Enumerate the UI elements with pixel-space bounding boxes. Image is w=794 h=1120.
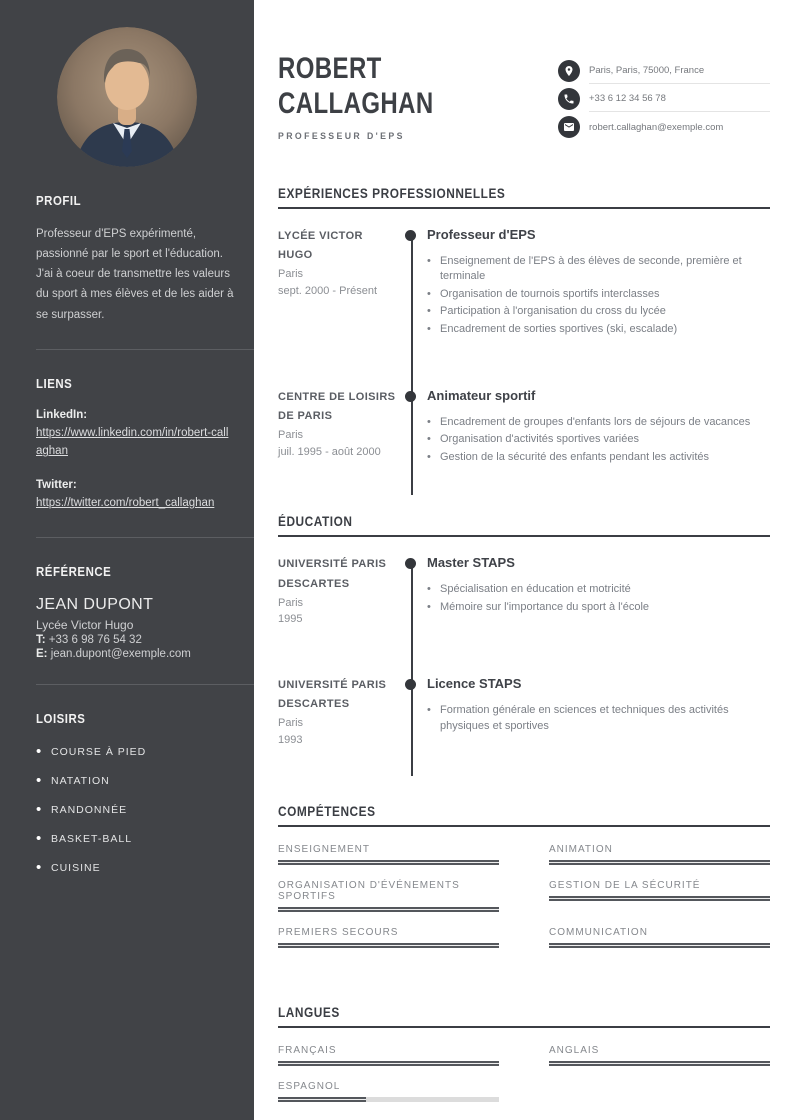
entry-location: Paris bbox=[278, 268, 304, 281]
skill-bar-fill bbox=[278, 860, 499, 865]
experiences-section bbox=[278, 186, 770, 468]
entry-bullet: • Encadrement de sorties sportives (ski, escalade) bbox=[427, 322, 770, 338]
entry-location: Paris bbox=[278, 717, 304, 730]
education-section bbox=[278, 514, 770, 748]
skill-bar-track bbox=[278, 1061, 499, 1066]
entry-meta bbox=[278, 227, 396, 340]
first-name: ROBERT bbox=[278, 52, 382, 85]
entry-dates: 1993 bbox=[278, 733, 303, 746]
entry-organization: UNIVERSITÉ PARIS DESCARTES bbox=[278, 558, 387, 590]
skill-label: ESPAGNOL bbox=[278, 1081, 341, 1093]
entry-bullet: • Participation à l'organisation du cross du lycée bbox=[427, 304, 770, 320]
skill-bar-track bbox=[278, 943, 499, 948]
skill-label: ENSEIGNEMENT bbox=[278, 844, 371, 856]
contact-list bbox=[558, 57, 770, 142]
section-rule bbox=[278, 825, 770, 827]
timeline-dot bbox=[405, 679, 416, 690]
reference-phone bbox=[36, 634, 234, 646]
skill-item bbox=[549, 880, 770, 912]
experience-entry bbox=[278, 388, 770, 468]
skill-label: ORGANISATION D'ÉVÉNEMENTS SPORTIFS bbox=[278, 880, 460, 903]
skill-label: ANIMATION bbox=[549, 844, 613, 856]
entry-detail bbox=[427, 388, 770, 468]
skill-item bbox=[278, 844, 499, 865]
timeline-column bbox=[396, 388, 427, 468]
skill-label: ANGLAIS bbox=[549, 1045, 600, 1057]
link-url[interactable]: https://twitter.com/robert_callaghan bbox=[36, 497, 215, 510]
entry-role: Licence STAPS bbox=[427, 675, 522, 691]
competences-section bbox=[278, 804, 770, 963]
hobby-list bbox=[36, 746, 234, 874]
entry-meta bbox=[278, 676, 396, 749]
language-item bbox=[278, 1081, 499, 1102]
skill-bar-fill bbox=[278, 907, 499, 912]
hobby-item: • RANDONNÉE bbox=[36, 804, 234, 816]
timeline-dot bbox=[405, 391, 416, 402]
skill-bar-track bbox=[278, 1097, 499, 1102]
experiences-title: EXPÉRIENCES PROFESSIONNELLES bbox=[278, 185, 506, 201]
reference-section-title: RÉFÉRENCE bbox=[36, 563, 112, 579]
liens-section-title: LIENS bbox=[36, 375, 73, 391]
sidebar-divider bbox=[36, 537, 254, 538]
entry-bullet-list bbox=[427, 254, 770, 338]
link-url[interactable]: https://www.linkedin.com/in/robert-callaghan bbox=[36, 427, 229, 458]
contact-row bbox=[558, 57, 770, 85]
main-content bbox=[254, 0, 794, 1120]
entry-organization: UNIVERSITÉ PARIS DESCARTES bbox=[278, 678, 387, 711]
contact-text: robert.callaghan@exemple.com bbox=[589, 121, 724, 133]
skill-bar-fill bbox=[549, 943, 770, 948]
link-label: LinkedIn: bbox=[36, 408, 88, 421]
entry-bullet: • Organisation d'activités sportives variées bbox=[427, 432, 770, 448]
entry-bullet-list bbox=[427, 703, 770, 734]
phone-icon bbox=[558, 88, 580, 110]
timeline-dot bbox=[405, 558, 416, 569]
link-label: Twitter: bbox=[36, 478, 77, 491]
name-block bbox=[278, 52, 472, 142]
sidebar-divider bbox=[36, 349, 254, 350]
entry-bullet: • Formation générale en sciences et techniques des activités physiques et sportives bbox=[427, 703, 770, 734]
link-group bbox=[36, 406, 234, 461]
entry-detail bbox=[427, 227, 770, 340]
langues-title: LANGUES bbox=[278, 1005, 340, 1021]
skill-bar-track bbox=[549, 896, 770, 901]
entry-bullet: • Organisation de tournois sportifs interclasses bbox=[427, 287, 770, 303]
entry-bullet: • Spécialisation en éducation et motricité bbox=[427, 582, 770, 598]
skill-bar-track bbox=[549, 943, 770, 948]
header bbox=[278, 52, 770, 142]
location-icon bbox=[558, 60, 580, 82]
langues-grid bbox=[278, 1045, 770, 1117]
skill-item bbox=[549, 844, 770, 865]
hobby-item: • CUISINE bbox=[36, 862, 234, 874]
contact-row bbox=[558, 113, 770, 141]
entry-detail bbox=[427, 676, 770, 749]
section-rule bbox=[278, 1026, 770, 1028]
entry-location: Paris bbox=[278, 596, 304, 609]
section-rule bbox=[278, 535, 770, 537]
reference-phone-value: +33 6 98 76 54 32 bbox=[48, 633, 142, 646]
skill-label: COMMUNICATION bbox=[549, 927, 648, 939]
entry-bullet: • Encadrement de groupes d'enfants lors de séjours de vacances bbox=[427, 415, 770, 431]
entry-dates: juil. 1995 - août 2000 bbox=[278, 445, 381, 458]
skill-label: PREMIERS SECOURS bbox=[278, 927, 399, 939]
skill-bar-track bbox=[278, 907, 499, 912]
entry-bullet: • Mémoire sur l'importance du sport à l'école bbox=[427, 600, 770, 616]
reference-email-label: E: bbox=[36, 647, 48, 660]
entry-role: Professeur d'EPS bbox=[427, 226, 536, 242]
hobby-item: • COURSE À PIED bbox=[36, 746, 234, 758]
contact-text: Paris, Paris, 75000, France bbox=[589, 58, 770, 84]
entry-dates: 1995 bbox=[278, 613, 303, 626]
skill-item bbox=[549, 927, 770, 948]
skill-bar-track bbox=[549, 860, 770, 865]
education-entry bbox=[278, 555, 770, 628]
competences-title: COMPÉTENCES bbox=[278, 804, 376, 820]
profil-section-title: PROFIL bbox=[36, 193, 82, 208]
reference-email-value: jean.dupont@exemple.com bbox=[50, 647, 191, 660]
education-title: ÉDUCATION bbox=[278, 514, 353, 530]
section-rule bbox=[278, 207, 770, 209]
skill-bar-fill bbox=[549, 1061, 770, 1066]
langues-section bbox=[278, 1005, 770, 1117]
timeline-column bbox=[396, 676, 427, 749]
entry-organization: CENTRE DE LOISIRS DE PARIS bbox=[278, 390, 396, 422]
contact-row bbox=[558, 85, 770, 113]
skill-label: FRANÇAIS bbox=[278, 1045, 337, 1057]
entry-bullet: • Gestion de la sécurité des enfants pendant les activités bbox=[427, 450, 770, 466]
entry-bullet-list bbox=[427, 415, 770, 466]
contact-text: +33 6 12 34 56 78 bbox=[589, 86, 770, 112]
language-item bbox=[278, 1045, 499, 1066]
skill-bar-track bbox=[278, 860, 499, 865]
hobby-item: • BASKET-BALL bbox=[36, 833, 234, 845]
entry-role: Master STAPS bbox=[427, 555, 515, 571]
skill-bar-fill bbox=[278, 1097, 366, 1102]
experiences-entries bbox=[278, 227, 770, 468]
profile-photo-illustration bbox=[57, 27, 197, 167]
job-title: PROFESSEUR D'EPS bbox=[278, 130, 405, 142]
entry-meta bbox=[278, 555, 396, 628]
reference-organization: Lycée Victor Hugo bbox=[36, 617, 134, 632]
sidebar-divider bbox=[36, 684, 254, 685]
skills-grid bbox=[278, 844, 770, 963]
education-entries bbox=[278, 555, 770, 748]
link-group bbox=[36, 476, 234, 513]
profil-text: Professeur d'EPS expérimenté, passionné par le sport et l'éducation. J'ai à coeur de transmettre les valeurs du sport à mes élèves et de les aider à se surpasser. bbox=[36, 228, 234, 321]
language-item bbox=[549, 1045, 770, 1066]
entry-dates: sept. 2000 - Présent bbox=[278, 284, 378, 297]
sidebar bbox=[0, 0, 254, 1120]
reference-email bbox=[36, 648, 234, 660]
entry-role: Animateur sportif bbox=[427, 387, 536, 403]
email-icon bbox=[558, 116, 580, 138]
entry-bullet-list bbox=[427, 582, 770, 615]
links-list bbox=[36, 406, 234, 513]
entry-detail bbox=[427, 555, 770, 628]
entry-organization: LYCÉE VICTOR HUGO bbox=[278, 229, 363, 261]
skill-item bbox=[278, 880, 499, 912]
education-entry bbox=[278, 676, 770, 749]
skill-bar-fill bbox=[549, 860, 770, 865]
timeline-dot bbox=[405, 230, 416, 241]
reference-phone-label: T: bbox=[36, 633, 46, 646]
timeline-column bbox=[396, 227, 427, 340]
entry-location: Paris bbox=[278, 429, 304, 442]
loisirs-section-title: LOISIRS bbox=[36, 710, 86, 726]
timeline-column bbox=[396, 555, 427, 628]
experience-entry bbox=[278, 227, 770, 340]
skill-bar-fill bbox=[278, 1061, 499, 1066]
skill-item bbox=[278, 927, 499, 948]
hobby-item: • NATATION bbox=[36, 775, 234, 787]
entry-bullet: • Enseignement de l'EPS à des élèves de seconde, première et terminale bbox=[427, 254, 770, 285]
skill-bar-track bbox=[549, 1061, 770, 1066]
profile-photo bbox=[57, 27, 197, 167]
skill-label: GESTION DE LA SÉCURITÉ bbox=[549, 880, 701, 892]
entry-meta bbox=[278, 388, 396, 468]
last-name: CALLAGHAN bbox=[278, 86, 434, 120]
skill-bar-fill bbox=[278, 943, 499, 948]
reference-name: JEAN DUPONT bbox=[36, 595, 154, 613]
skill-bar-fill bbox=[549, 896, 770, 901]
